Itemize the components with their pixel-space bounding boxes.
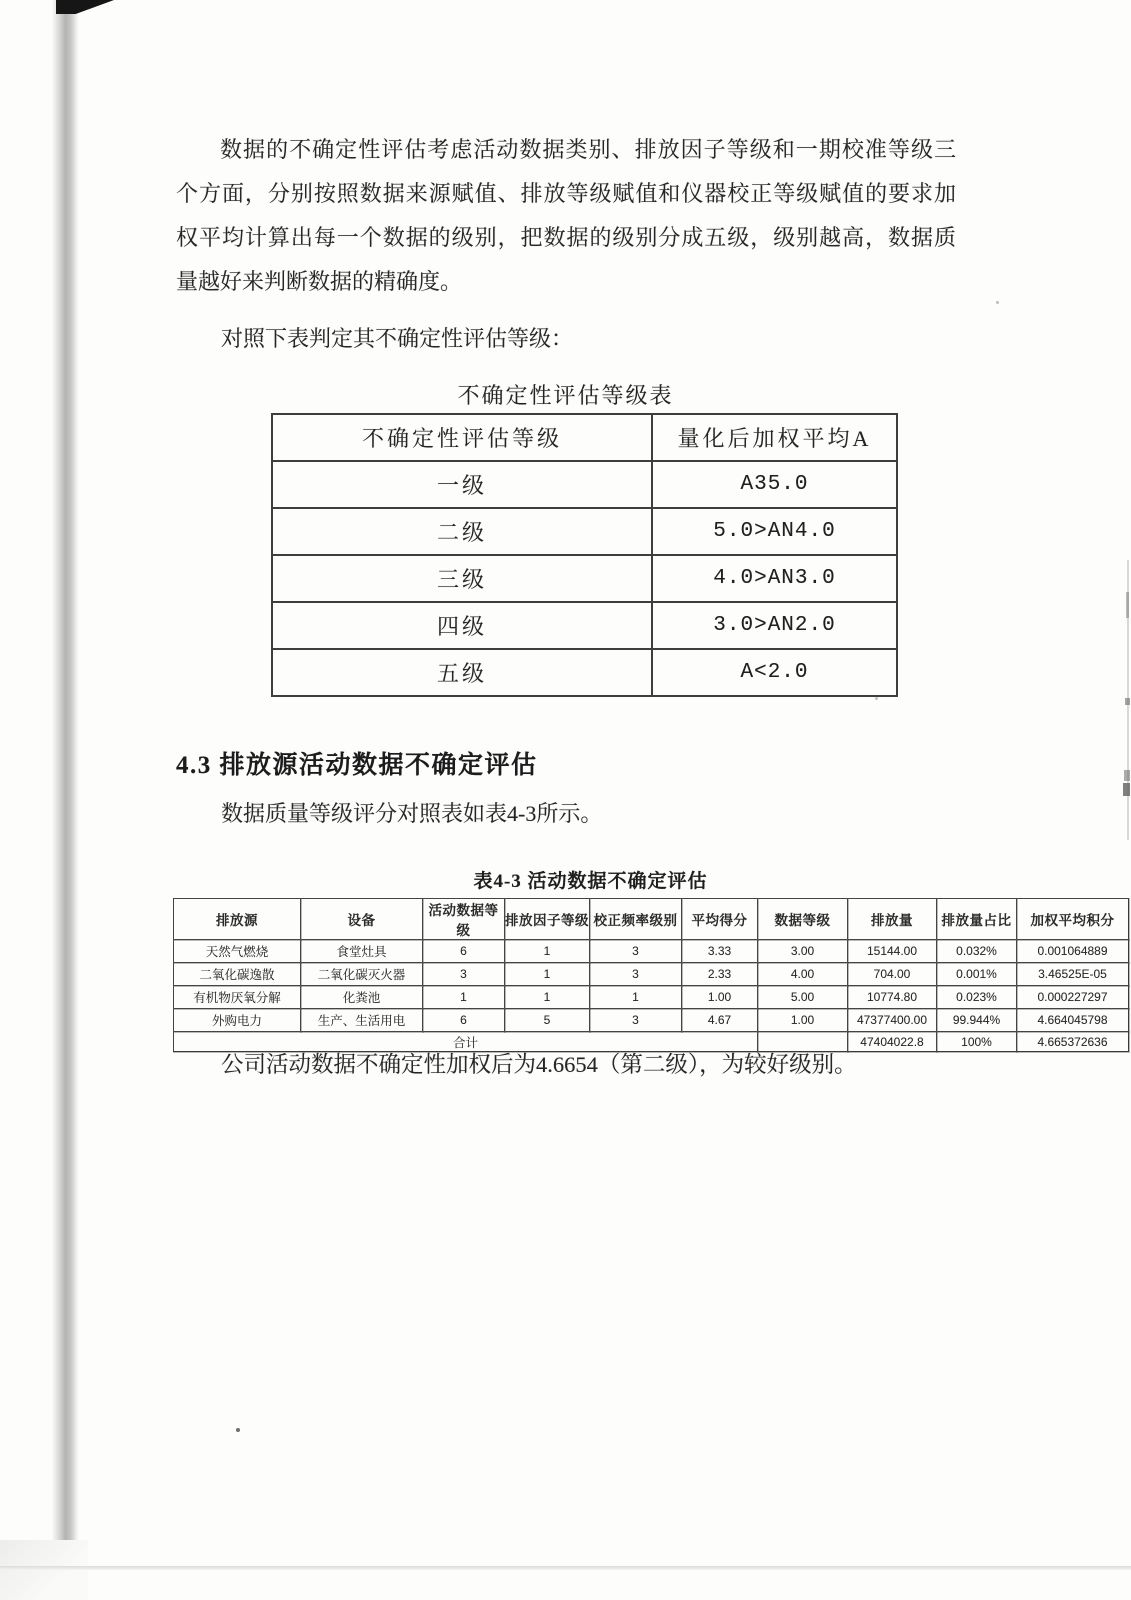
paragraph-line: 数据的不确定性评估考虑活动数据类别、排放因子等级和一期校准等级三 (220, 137, 956, 162)
table-cell: 二氧化碳灭火器 (301, 963, 423, 986)
table-cell: 4.67 (682, 1009, 758, 1032)
table2-caption: 表4-3 活动数据不确定评估 (473, 871, 708, 892)
scan-speck (996, 301, 999, 304)
table-cell: 704.00 (848, 963, 937, 986)
table-row (174, 963, 1129, 986)
table-row (272, 602, 897, 649)
table-cell: 1 (423, 986, 505, 1009)
table-row (174, 940, 1129, 963)
total-weighted-cell: 4.665372636 (1017, 1032, 1129, 1052)
scan-right-edge-mark (1124, 770, 1130, 781)
table-cell: 1.00 (758, 1009, 848, 1032)
table-row (272, 649, 897, 696)
table-cell: 6 (423, 940, 505, 963)
table-cell: 3 (590, 963, 682, 986)
table1-header-grade: 不确定性评估等级 (272, 414, 652, 461)
scan-right-edge-mark (1123, 783, 1130, 796)
table-cell: 0.001% (937, 963, 1017, 986)
total-label-cell: 合计 (174, 1032, 758, 1052)
table-row (272, 461, 897, 508)
table-cell: 一级 (272, 461, 652, 508)
table-cell: 2.33 (682, 963, 758, 986)
table-cell: 5 (505, 1009, 590, 1032)
table-row (272, 508, 897, 555)
scan-bottom-corner-shadow (0, 1540, 88, 1600)
total-emission-cell: 47404022.8 (848, 1032, 937, 1052)
table2-header: 活动数据等级 (423, 899, 505, 940)
table-cell: 5.0>AN4.0 (652, 508, 897, 555)
table-cell: 47377400.00 (848, 1009, 937, 1032)
table-cell: 0.032% (937, 940, 1017, 963)
table-cell: 二级 (272, 508, 652, 555)
table-cell: 0.001064889 (1017, 940, 1129, 963)
table2-header: 加权平均积分 (1017, 899, 1129, 940)
paragraph-line: 个方面，分别按照数据来源赋值、排放等级赋值和仪器校正等级赋值的要求加 (176, 181, 956, 206)
table-cell: 1.00 (682, 986, 758, 1009)
table-cell: 0.000227297 (1017, 986, 1129, 1009)
table-cell: 二氧化碳逸散 (174, 963, 301, 986)
table-header-row (174, 899, 1129, 940)
table-row (272, 555, 897, 602)
table-cell: 0.023% (937, 986, 1017, 1009)
table-cell: 化粪池 (301, 986, 423, 1009)
table-cell: 1 (505, 986, 590, 1009)
paragraph-line: 量越好来判断数据的精确度。 (176, 269, 463, 294)
table-cell: 生产、生活用电 (301, 1009, 423, 1032)
activity-data-uncertainty-table (173, 898, 1129, 1052)
table-cell: 3 (423, 963, 505, 986)
table-row (174, 986, 1129, 1009)
table-cell: 5.00 (758, 986, 848, 1009)
table-cell: 3.0>AN2.0 (652, 602, 897, 649)
table2-header: 排放因子等级 (505, 899, 590, 940)
intro-paragraph (176, 128, 956, 304)
table-cell: 天然气燃烧 (174, 940, 301, 963)
table-cell: 食堂灶具 (301, 940, 423, 963)
table1-lead-in-text: 对照下表判定其不确定性评估等级： (221, 326, 574, 351)
table-header-row (272, 414, 897, 461)
scan-right-edge-mark (1125, 698, 1130, 705)
table-cell: 4.00 (758, 963, 848, 986)
table2-lead-in-text: 数据质量等级评分对照表如表4-3所示。 (221, 801, 603, 826)
table-cell: 4.0>AN3.0 (652, 555, 897, 602)
scan-right-edge-mark (1126, 592, 1129, 618)
table2-header: 排放源 (174, 899, 301, 940)
table-cell: A<2.0 (652, 649, 897, 696)
total-share-cell: 100% (937, 1032, 1017, 1052)
table-cell: 五级 (272, 649, 652, 696)
table-cell: 3 (590, 1009, 682, 1032)
uncertainty-grade-table (271, 413, 898, 697)
table2-header: 设备 (301, 899, 423, 940)
table-cell: A35.0 (652, 461, 897, 508)
scan-speck (236, 1428, 240, 1432)
table-cell: 1 (590, 986, 682, 1009)
scan-left-fold-shadow (52, 0, 79, 1568)
table-cell: 6 (423, 1009, 505, 1032)
table-cell: 1 (505, 940, 590, 963)
table-cell: 3 (590, 940, 682, 963)
table-cell: 10774.80 (848, 986, 937, 1009)
table2-header: 排放量占比 (937, 899, 1017, 940)
table1-header-weighted-a: 量化后加权平均A (652, 414, 897, 461)
table-cell: 四级 (272, 602, 652, 649)
paragraph-line: 权平均计算出每一个数据的级别，把数据的级别分成五级，级别越高，数据质 (176, 225, 956, 250)
table-cell: 1 (505, 963, 590, 986)
table-cell: 外购电力 (174, 1009, 301, 1032)
section-heading-4-3: 4.3 排放源活动数据不确定评估 (176, 752, 538, 779)
scan-speck (875, 697, 878, 700)
table-cell: 15144.00 (848, 940, 937, 963)
table2-header: 校正频率级别 (590, 899, 682, 940)
table-cell: 3.33 (682, 940, 758, 963)
table-cell: 99.944% (937, 1009, 1017, 1032)
table-cell: 3.46525E-05 (1017, 963, 1129, 986)
table-total-row (174, 1032, 1129, 1052)
conclusion-text: 公司活动数据不确定性加权后为4.6654（第二级），为较好级别。 (221, 1052, 857, 1077)
scan-corner-mark (56, 0, 114, 14)
table2-header: 数据等级 (758, 899, 848, 940)
table2-header: 平均得分 (682, 899, 758, 940)
table-cell: 4.664045798 (1017, 1009, 1129, 1032)
scan-bottom-page-edge (0, 1566, 1131, 1570)
table-cell: 有机物厌氧分解 (174, 986, 301, 1009)
table1-title: 不确定性评估等级表 (457, 383, 674, 408)
table-cell: 3.00 (758, 940, 848, 963)
table-cell: 三级 (272, 555, 652, 602)
empty-cell (758, 1032, 848, 1052)
table-row (174, 1009, 1129, 1032)
table2-header: 排放量 (848, 899, 937, 940)
